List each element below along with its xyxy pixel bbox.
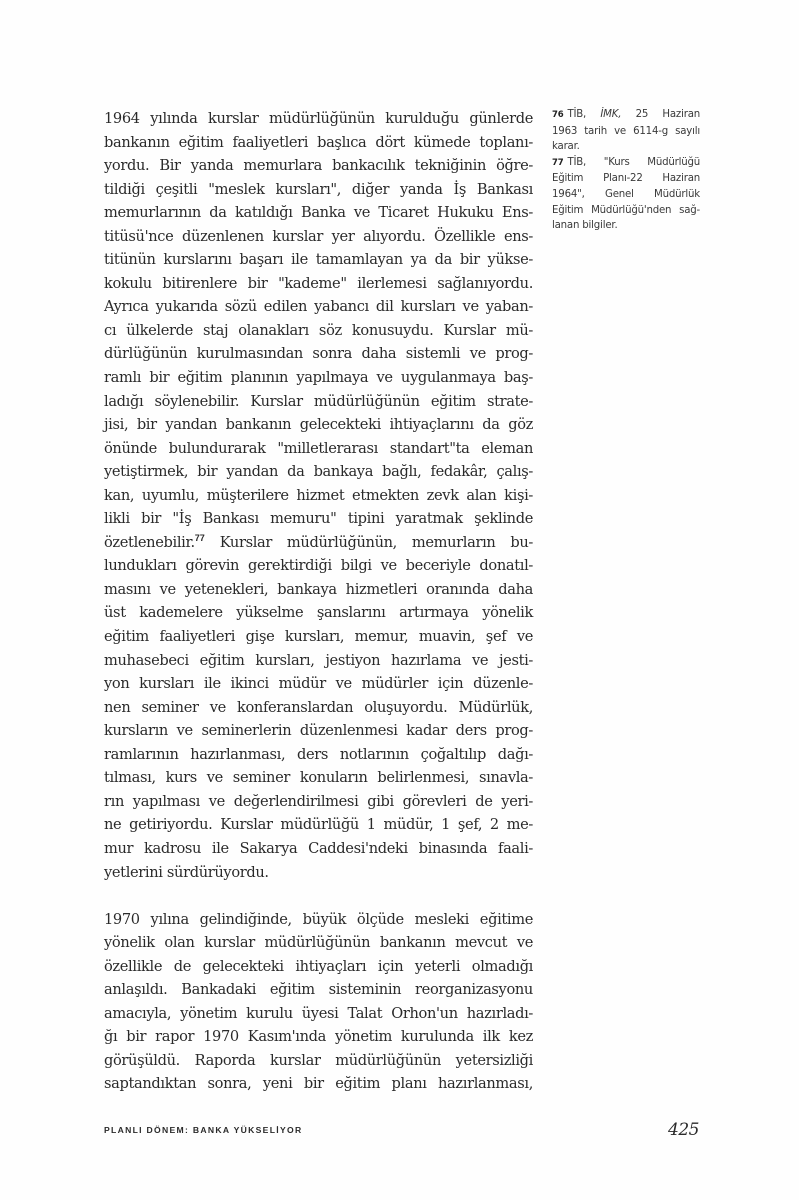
text-line: yordu. Bir yanda memurlara bankacılık tekniğinin öğre-	[104, 157, 533, 175]
footnote-text-italic: İMK,	[600, 109, 622, 120]
footnote-line: 1963 tarih ve 6114-g sayılı	[552, 125, 700, 137]
text-line: ğı bir rapor 1970 Kasım'ında yönetim kurulunda ilk kez	[104, 1028, 533, 1046]
text-line: bankanın eğitim faaliyetleri başlıca dört kümede toplanı-	[104, 133, 533, 151]
text-line: 1970 yılına gelindiğinde, büyük ölçüde mesleki eğitime	[104, 910, 533, 928]
footnote-line	[552, 107, 700, 124]
text-line: tılması, kurs ve seminer konuların belirlenmesi, sınavla-	[104, 769, 533, 787]
text-line: ramlı bir eğitim planının yapılmaya ve uygulanmaya baş-	[104, 369, 533, 387]
text-line: amacıyla, yönetim kurulu üyesi Talat Orhon'un hazırladı-	[104, 1004, 533, 1022]
text-line: lundukları görevin gerektirdiği bilgi ve beceriyle donatıl-	[104, 557, 533, 575]
text-line-with-footnote	[104, 531, 533, 555]
footnote-line: karar.	[552, 141, 580, 153]
text-line: memurlarının da katıldığı Banka ve Ticaret Hukuku Ens-	[104, 204, 533, 222]
text-line: yon kursları ile ikinci müdür ve müdürler için düzenle-	[104, 675, 533, 693]
main-text-column	[104, 107, 533, 1096]
text-line: tildiği çeşitli "meslek kursları", diğer yanda İş Bankası	[104, 180, 533, 198]
footnote-text: TİB, "Kurs Müdürlüğü	[567, 156, 700, 168]
text-line: özellikle de gelecekteki ihtiyaçları için yeterli olmadığı	[104, 957, 533, 975]
footnote-reference-77[interactable]: 77	[194, 532, 205, 543]
paragraph-2	[104, 908, 533, 1096]
text-line: ne getiriyordu. Kurslar müdürlüğü 1 müdür, 1 şef, 2 me-	[104, 816, 533, 834]
text-line: kan, uyumlu, müşterilere hizmet etmekten zevk alan kişi-	[104, 486, 533, 504]
text-line: titüsü'nce düzenlenen kurslar yer alıyordu. Özellikle ens-	[104, 227, 533, 245]
text-line: dürlüğünün kurulmasından sonra daha sistemli ve prog-	[104, 345, 533, 363]
text-line: Ayrıca yukarıda sözü edilen yabancı dil kursları ve yaban-	[104, 298, 533, 316]
text-line: muhasebeci eğitim kursları, jestiyon hazırlama ve jesti-	[104, 651, 533, 669]
paragraph-1	[104, 107, 533, 884]
text-line: ladığı söylenebilir. Kurslar müdürlüğünün eğitim strate-	[104, 392, 533, 410]
text-line: masını ve yetenekleri, bankaya hizmetleri oranında daha	[104, 580, 533, 598]
text-line: ramlarının hazırlanması, ders notlarının çoğaltılıp dağı-	[104, 745, 533, 763]
text-line: jisi, bir yandan bankanın gelecekteki ihtiyaçlarını da göz	[104, 416, 533, 434]
text-line: üst kademelere yükselme şanslarını artırmaya yönelik	[104, 604, 533, 622]
text-line: nen seminer ve konferanslardan oluşuyordu. Müdürlük,	[104, 698, 533, 716]
text-line: kursların ve seminerlerin düzenlenmesi kadar ders prog-	[104, 722, 533, 740]
text-line: anlaşıldı. Bankadaki eğitim sisteminin reorganizasyonu	[104, 981, 533, 999]
text-line: likli bir "İş Bankası memuru" tipini yaratmak şeklinde	[104, 510, 533, 528]
text-line: kokulu bitirenlere bir "kademe" ilerlemesi sağlanıyordu.	[104, 274, 533, 292]
footnote-number: 77	[552, 157, 564, 168]
text-line: 1964 yılında kurslar müdürlüğünün kurulduğu günlerde	[104, 110, 533, 127]
text-line: cı ülkelerde staj olanakları söz konusuydu. Kurslar mü-	[104, 321, 533, 339]
text-line: mur kadrosu ile Sakarya Caddesi'ndeki binasında faali-	[104, 839, 533, 857]
text-line: eğitim faaliyetleri gişe kursları, memur, muavin, şef ve	[104, 628, 533, 646]
text-segment: Kurslar müdürlüğünün, memurların bu-	[204, 533, 533, 551]
footnote-line: 1964", Genel Müdürlük	[552, 188, 700, 200]
text-line: önünde bulundurarak "milletlerarası standart"ta eleman	[104, 439, 533, 457]
footnote-77	[552, 155, 700, 234]
text-line: yönelik olan kurslar müdürlüğünün bankanın mevcut ve	[104, 934, 533, 952]
footnote-line: Eğitim Müdürlüğü'nden sağ-	[552, 204, 700, 216]
text-line: yetiştirmek, bir yandan da bankaya bağlı, fedakâr, çalış-	[104, 463, 533, 481]
text-line: yetlerini sürdürüyordu.	[104, 863, 269, 881]
footnote-text: 25 Haziran	[635, 109, 700, 120]
footnote-line	[552, 155, 700, 172]
footnote-line: Eğitim Planı-22 Haziran	[552, 173, 700, 185]
footnote-text: TİB,	[567, 109, 587, 120]
footnote-76	[552, 107, 700, 155]
running-title: PLANLI DÖNEM: BANKA YÜKSELİYOR	[104, 1125, 303, 1135]
text-line: görüşüldü. Raporda kurslar müdürlüğünün yetersizliği	[104, 1051, 533, 1069]
footnote-number: 76	[552, 110, 564, 120]
text-line: saptandıktan sonra, yeni bir eğitim planı hazırlanması,	[104, 1075, 533, 1093]
page-number: 425	[668, 1120, 699, 1140]
text-segment: özetlenebilir.	[104, 533, 195, 551]
footnotes-column	[552, 107, 700, 234]
footnote-line: lanan bilgiler.	[552, 220, 618, 232]
text-line: titünün kurslarını başarı ile tamamlayan ya da bir yükse-	[104, 251, 533, 269]
text-line: rın yapılması ve değerlendirilmesi gibi görevleri de yeri-	[104, 792, 533, 810]
